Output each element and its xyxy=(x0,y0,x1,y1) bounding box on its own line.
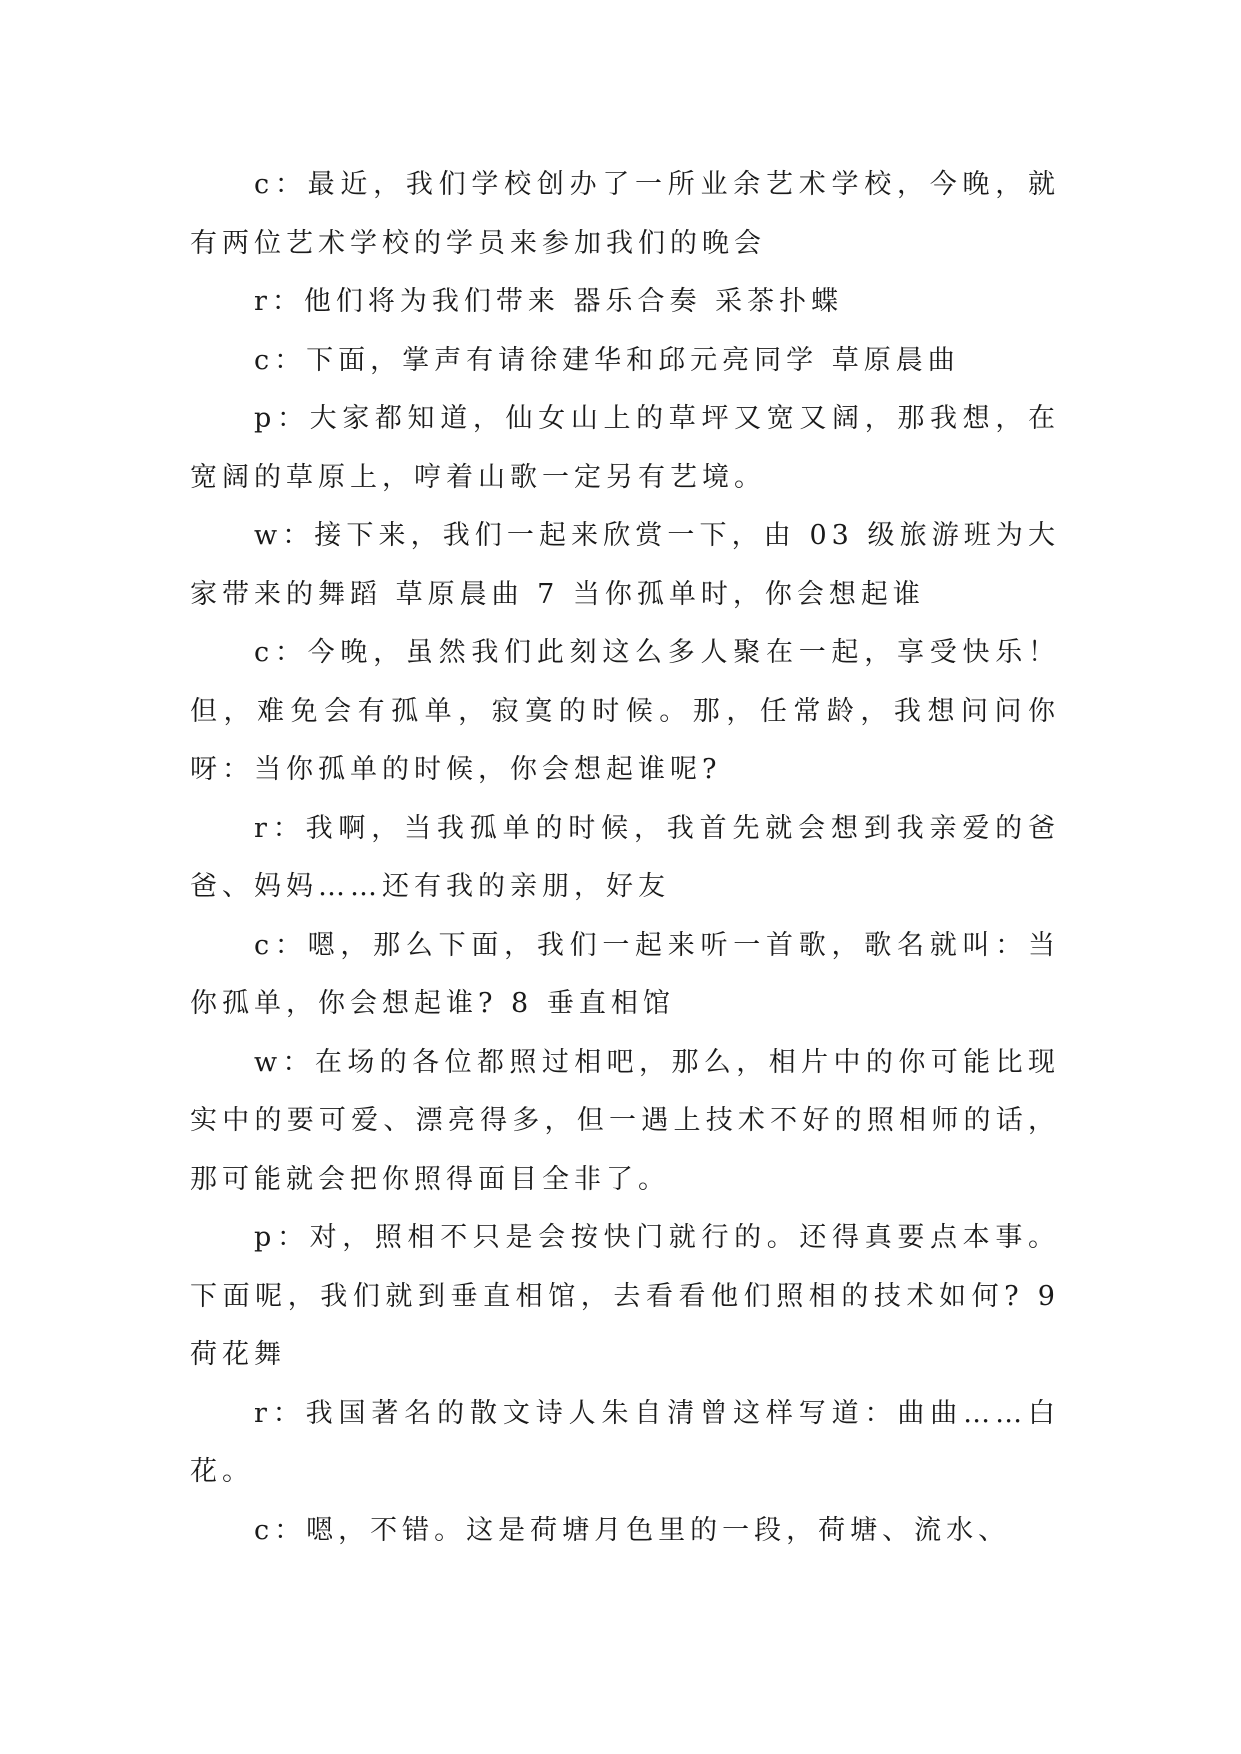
paragraph-10: p：对，照相不只是会按快门就行的。还得真要点本事。下面呢，我们就到垂直相馆，去看看他们照相的技术如何? 9 荷花舞 xyxy=(190,1222,1060,1370)
paragraph-1: c：最近，我们学校创办了一所业余艺术学校，今晚，就有两位艺术学校的学员来参加我们的晚会 xyxy=(190,169,1060,259)
paragraph-5: w：接下来，我们一起来欣赏一下，由 03 级旅游班为大家带来的舞蹈 草原晨曲 7 当你孤单时，你会想起谁 xyxy=(190,520,1060,610)
paragraph-2: r：他们将为我们带来 器乐合奏 采茶扑蝶 xyxy=(254,286,844,317)
paragraph-7: r：我啊，当我孤单的时候，我首先就会想到我亲爱的爸爸、妈妈……还有我的亲朋，好友 xyxy=(190,812,1060,902)
paragraph-6: c：今晚，虽然我们此刻这么多人聚在一起，享受快乐！但，难免会有孤单，寂寞的时候。那，任常龄，我想问问你呀：当你孤单的时候，你会想起谁呢? xyxy=(190,637,1060,785)
document-page xyxy=(190,156,1060,1560)
paragraph-12: c：嗯，不错。这是荷塘月色里的一段，荷塘、流水、 xyxy=(254,1514,1011,1546)
paragraph-9: w：在场的各位都照过相吧，那么，相片中的你可能比现实中的要可爱、漂亮得多，但一遇上技术不好的照相师的话，那可能就会把你照得面目全非了。 xyxy=(190,1046,1060,1195)
paragraph-3: c：下面，掌声有请徐建华和邱元亮同学 草原晨曲 xyxy=(254,344,960,376)
paragraph-11: r：我国著名的散文诗人朱自清曾这样写道：曲曲……白花。 xyxy=(190,1397,1060,1487)
paragraph-8: c：嗯，那么下面，我们一起来听一首歌，歌名就叫：当你孤单，你会想起谁? 8 垂直相馆 xyxy=(190,929,1060,1019)
paragraph-4: p：大家都知道，仙女山上的草坪又宽又阔，那我想，在宽阔的草原上，哼着山歌一定另有艺境。 xyxy=(190,403,1060,493)
